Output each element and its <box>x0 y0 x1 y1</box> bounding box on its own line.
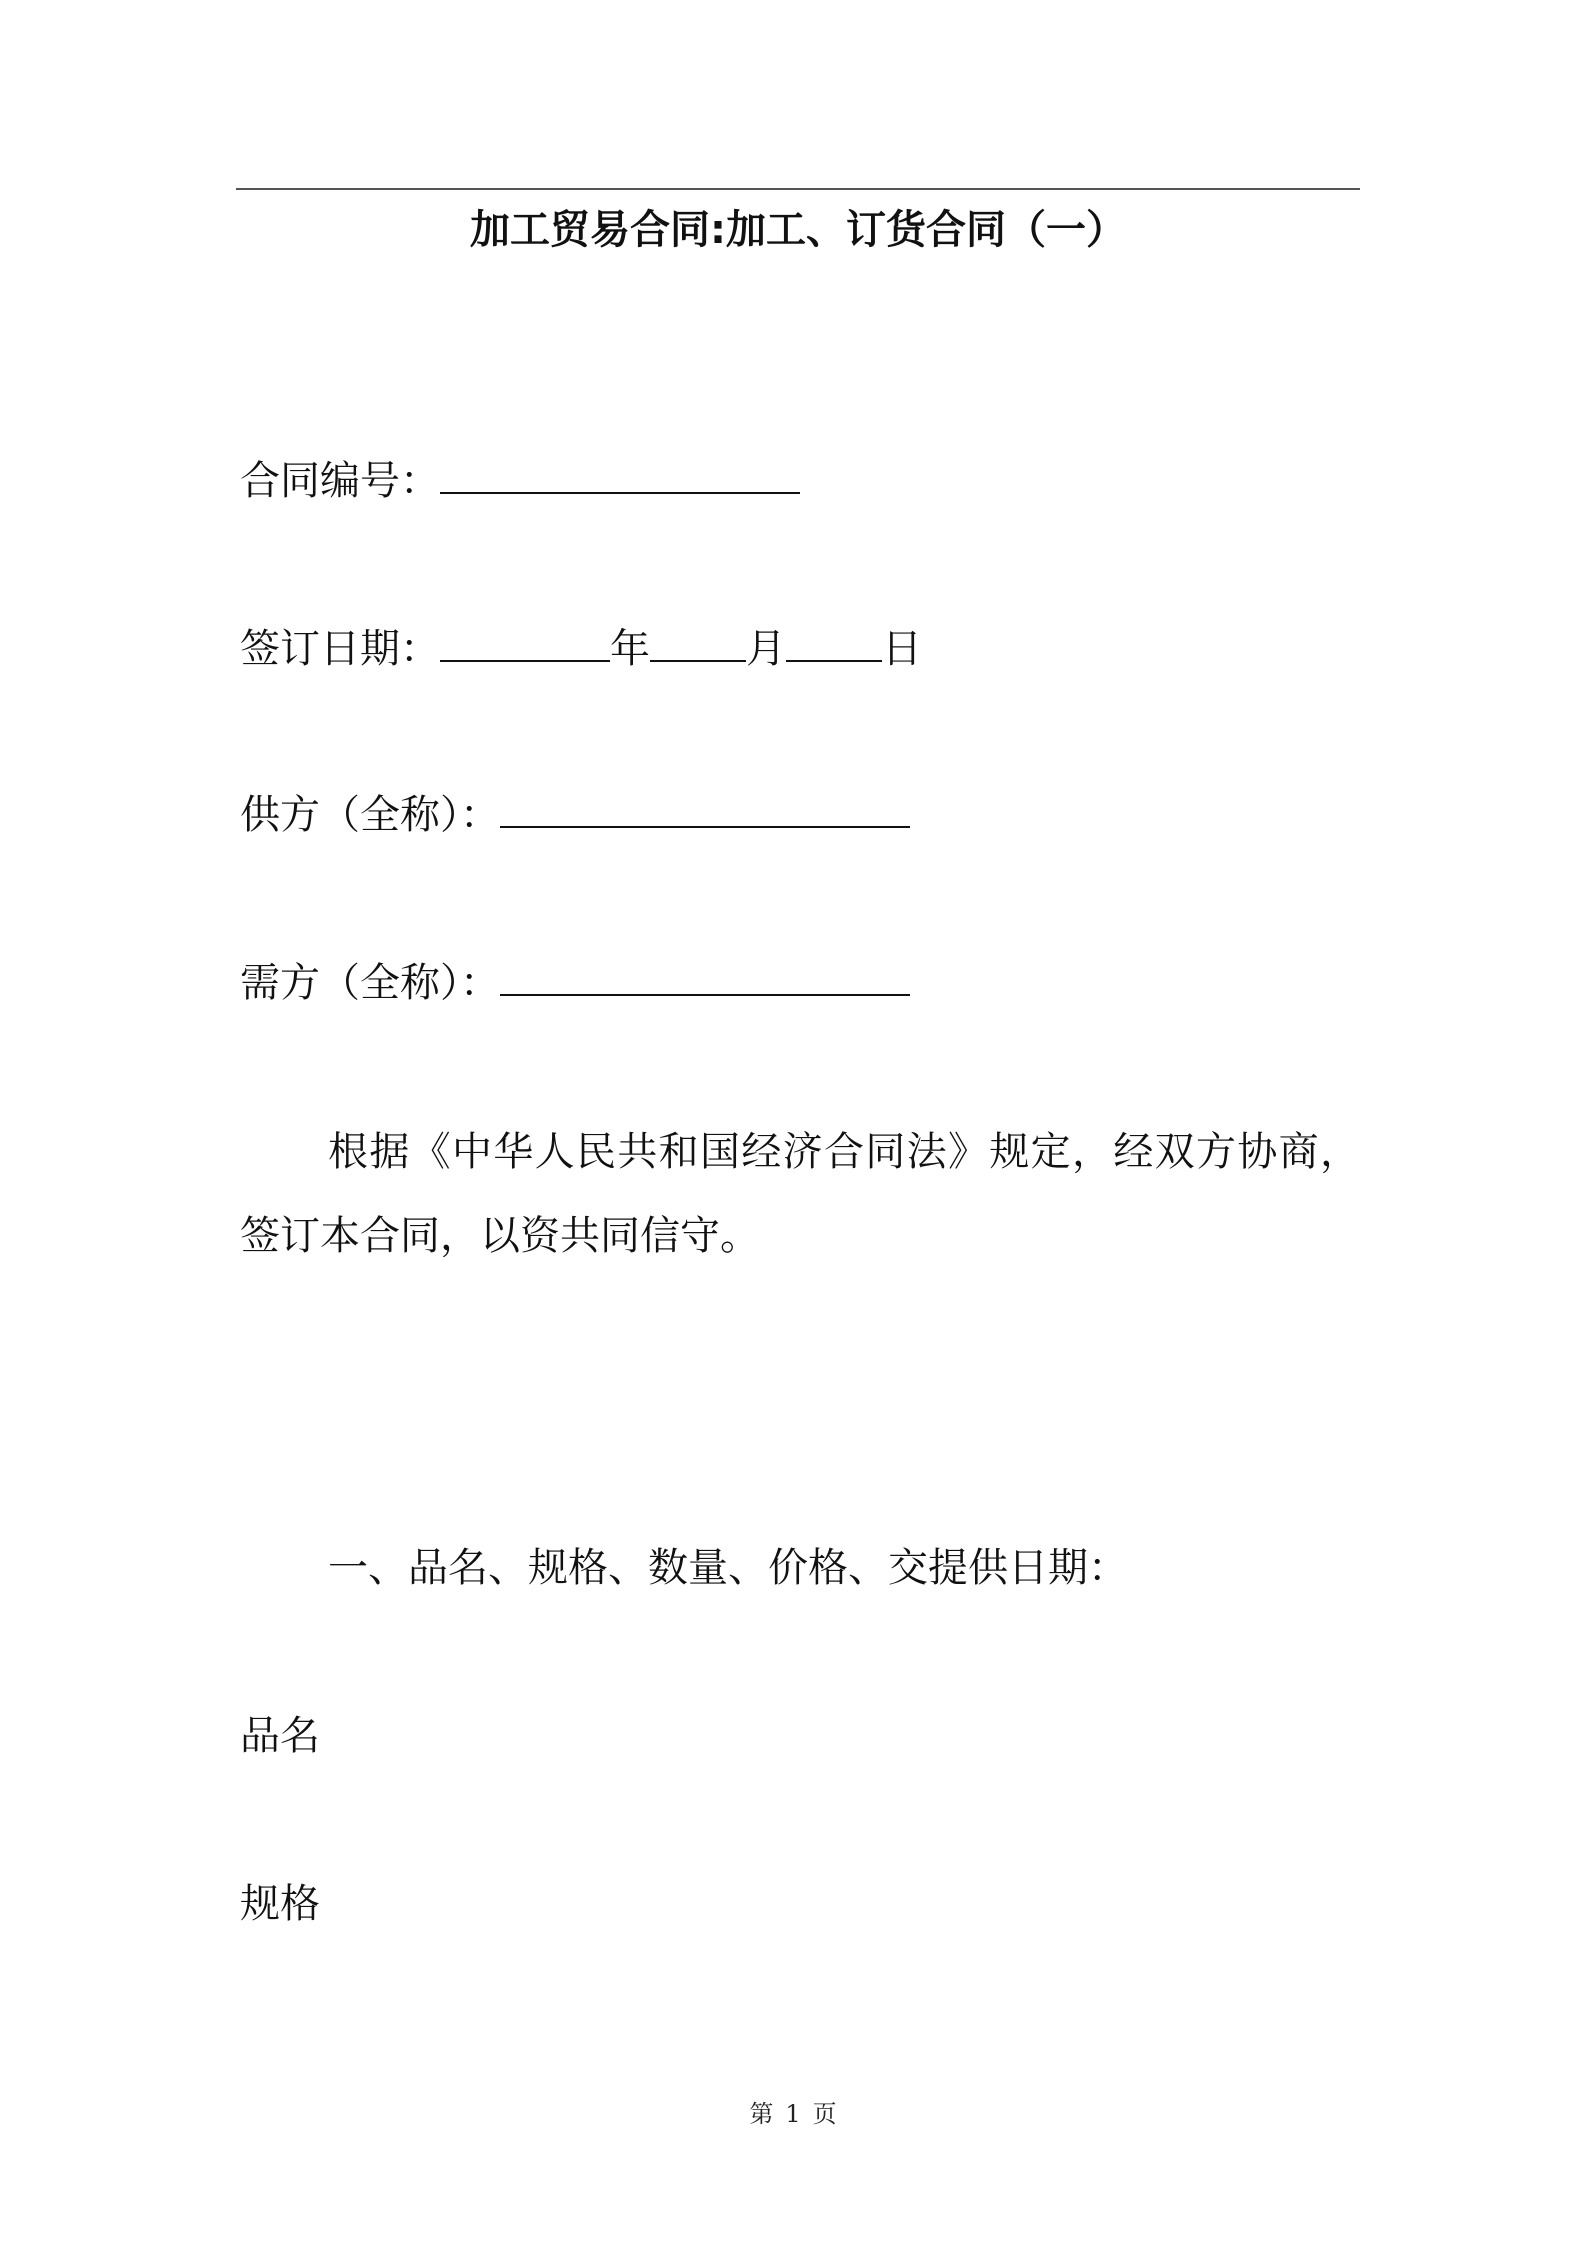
sign-month-blank[interactable] <box>650 616 746 662</box>
contract-number-line <box>240 448 800 511</box>
preamble-paragraph: 根据《中华人民共和国经济合同法》规定，经双方协商，签订本合同，以资共同信守。 <box>240 1129 1360 1259</box>
month-label: 月 <box>746 626 786 672</box>
buyer-line <box>240 950 910 1013</box>
year-label: 年 <box>610 626 650 672</box>
page-footer <box>0 2098 1586 2130</box>
supplier-name-blank[interactable] <box>500 782 910 828</box>
sign-date-label: 签订日期： <box>240 626 440 672</box>
page-suffix: 页 <box>812 2100 837 2128</box>
section-1-heading: 一、品名、规格、数量、价格、交提供日期： <box>328 1545 1128 1591</box>
buyer-label: 需方（全称）： <box>240 960 500 1006</box>
contract-number-label: 合同编号： <box>240 458 440 504</box>
contract-number-blank[interactable] <box>440 448 800 494</box>
buyer-name-blank[interactable] <box>500 950 910 996</box>
sign-year-blank[interactable] <box>440 616 610 662</box>
sign-date-line <box>240 616 922 679</box>
item-name-label: 品名 <box>240 1713 320 1759</box>
page-number: 1 <box>785 2100 801 2128</box>
sign-day-blank[interactable] <box>786 616 882 662</box>
header-rule <box>236 188 1360 190</box>
supplier-label: 供方（全称）： <box>240 792 500 838</box>
spec-label: 规格 <box>240 1881 320 1927</box>
document-title: 加工贸易合同:加工、订货合同（一） <box>470 207 1126 253</box>
supplier-line <box>240 782 910 845</box>
page-prefix: 第 <box>749 2100 774 2128</box>
day-label: 日 <box>882 626 922 672</box>
